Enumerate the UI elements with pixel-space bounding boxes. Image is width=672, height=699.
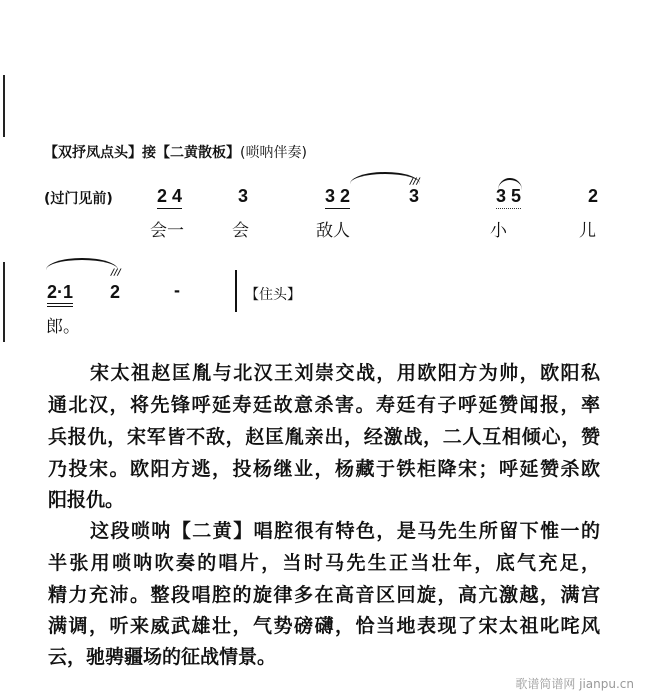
- slur: [46, 258, 118, 270]
- watermark: 歌谱简谱网 jianpu.cn: [515, 677, 634, 691]
- dash: -: [174, 280, 180, 300]
- lyric: 儿: [579, 221, 596, 241]
- score-header: [44, 142, 307, 162]
- lyric: 郎。: [46, 317, 80, 337]
- lyric: 小: [490, 221, 507, 241]
- text-line: 半张用唢呐吹奏的唱片，当时马先生正当壮年，底气充足，: [48, 552, 600, 574]
- text-line: 宋太祖赵匡胤与北汉王刘崇交战，用欧阳方为帅，欧阳私: [90, 362, 600, 384]
- header-tune: 【双抒凤点头】接【二黄散板】: [44, 145, 240, 161]
- lyric: 会: [232, 221, 249, 241]
- text-line: 这段唢呐【二黄】唱腔很有特色，是马先生所留下惟一的: [90, 520, 600, 542]
- text-line: 通北汉，将先锋呼延寿廷故意杀害。寿廷有子呼延赞闻报，率: [48, 394, 600, 416]
- tremolo-mark: ///: [111, 268, 121, 278]
- text-line: 云，驰骋疆场的征战情景。: [48, 646, 277, 668]
- lyric: 敌人: [316, 221, 350, 241]
- text-line: 满调，听来威武雄壮，气势磅礴，恰当地表现了宋太祖叱咤风: [48, 615, 600, 637]
- text-line: 乃投宋。欧阳方逃，投杨继业，杨藏于铁柜降宋；呼延赞杀欧: [48, 458, 600, 480]
- note: 3 2: [325, 186, 350, 209]
- ending-label: 【住头】: [245, 287, 301, 303]
- tremolo-mark: ///: [410, 177, 420, 187]
- note: 2·1: [47, 282, 73, 307]
- prelude-label: (过门见前): [44, 191, 113, 207]
- note: 2: [588, 186, 599, 206]
- note: 2 4: [157, 186, 182, 209]
- note: 3 5: [496, 186, 521, 209]
- text-line: 兵报仇，宋军皆不敌，赵匡胤亲出，经激战，二人互相倾心，赞: [48, 426, 600, 448]
- margin-line: [3, 262, 5, 342]
- margin-line: [3, 75, 5, 137]
- text-line: 阳报仇。: [48, 489, 125, 511]
- text-line: 精力充沛。整段唱腔的旋律多在高音区回旋，高亢激越，满宫: [48, 584, 600, 606]
- note: 3: [238, 186, 249, 206]
- note: 3: [409, 186, 420, 206]
- header-note: (唢呐伴奏): [240, 145, 307, 161]
- final-barline: [235, 270, 237, 312]
- lyric: 会一: [150, 221, 184, 241]
- note: 2: [110, 282, 121, 302]
